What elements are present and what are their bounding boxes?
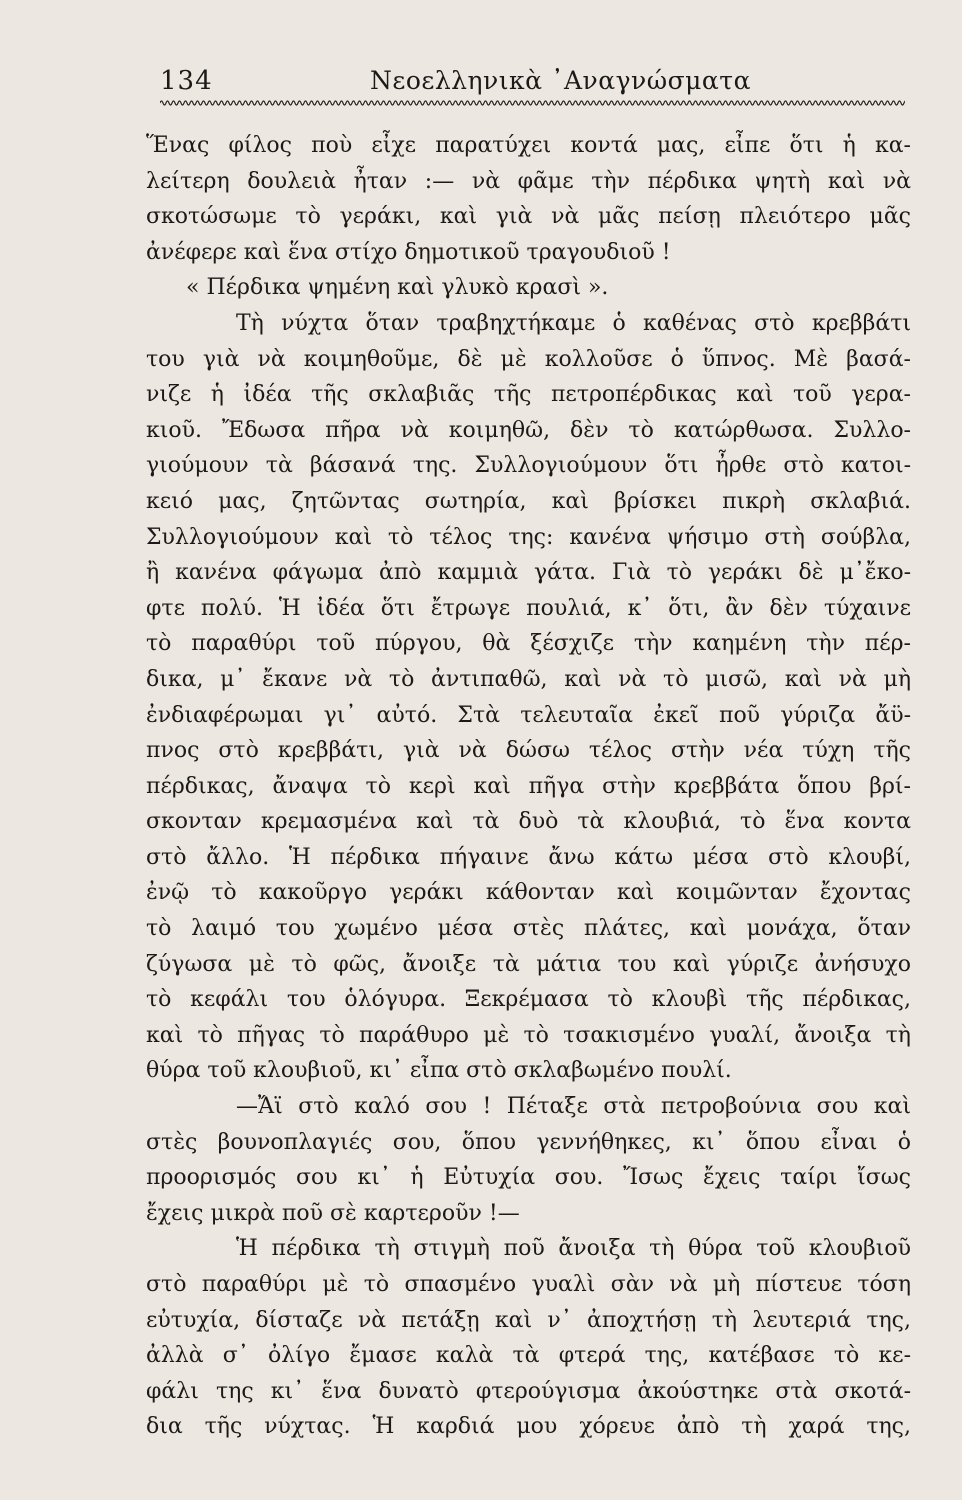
text-line-24: ζύγωσα μὲ τὸ φῶς, ἄνοιξε τὰ μάτια του καὶ γύριζε ἀνήσυχο — [146, 951, 911, 977]
text-line-23: τὸ λαιμό του χωμένο μέσα στὲς πλάτες, καὶ μονάχα, ὅταν — [146, 916, 911, 942]
text-line-2: λείτερη δουλειὰ ἦταν :— νὰ φᾶμε τὴν πέρδικα ψητὴ καὶ νὰ — [146, 168, 911, 194]
text-line-18: πνος στὸ κρεββάτι, γιὰ νὰ δώσω τέλος στὴν νέα τύχη τῆς — [146, 738, 911, 764]
text-line-37: δια τῆς νύχτας. Ἡ καρδιά μου χόρευε ἀπὸ τὴ χαρά της, — [146, 1414, 911, 1440]
text-line-9: κιοῦ. Ἔδωσα πῆρα νὰ κοιμηθῶ, δὲν τὸ κατώρθωσα. Συλλο- — [146, 417, 911, 443]
text-line-28: —Ἄϊ στὸ καλό σου ! Πέταξε στὰ πετροβούνια σου καὶ — [236, 1094, 911, 1120]
text-line-30: προορισμός σου κι᾿ ἡ Εὐτυχία σου. Ἴσως ἔχεις ταίρι ἴσως — [146, 1165, 911, 1191]
text-line-22: ἐνῷ τὸ κακοῦργο γεράκι κάθονταν καὶ κοιμῶνταν ἔχοντας — [146, 880, 911, 906]
text-line-4: ἀνέφερε καὶ ἕνα στίχο δημοτικοῦ τραγουδιοῦ ! — [146, 239, 671, 265]
text-line-32: Ἡ πέρδικα τὴ στιγμὴ ποῦ ἄνοιξα τὴ θύρα τοῦ κλουβιοῦ — [236, 1236, 911, 1262]
text-line-35: ἀλλὰ σ᾿ ὀλίγο ἔμασε καλὰ τὰ φτερά της, κατέβασε τὸ κε- — [146, 1343, 911, 1369]
text-line-8: νιζε ἡ ἰδέα τῆς σκλαβιᾶς τῆς πετροπέρδικας καὶ τοῦ γερα- — [146, 382, 911, 408]
text-line-17: ἐνδιαφέρωμαι γι᾿ αὐτό. Στὰ τελευταῖα ἐκεῖ ποῦ γύριζα ἄϋ- — [146, 702, 911, 728]
text-line-29: στὲς βουνοπλαγιές σου, ὅπου γεννήθηκες, κι᾿ ὅπου εἶναι ὁ — [146, 1129, 911, 1155]
text-line-25: τὸ κεφάλι του ὁλόγυρα. Ξεκρέμασα τὸ κλουβὶ τῆς πέρδικας, — [146, 987, 911, 1013]
text-line-7: του γιὰ νὰ κοιμηθοῦμε, δὲ μὲ κολλοῦσε ὁ ὕπνος. Μὲ βασά- — [146, 346, 911, 372]
text-line-10: γιούμουν τὰ βάσανά της. Συλλογιούμουν ὅτι ἦρθε στὸ κατοι- — [146, 453, 911, 479]
text-line-6: Τὴ νύχτα ὅταν τραβηχτήκαμε ὁ καθένας στὸ κρεββάτι — [236, 310, 911, 336]
text-line-26: καὶ τὸ πῆγας τὸ παράθυρο μὲ τὸ τσακισμένο γυαλί, ἄνοιξα τὴ — [146, 1022, 911, 1048]
page-number: 134 — [160, 66, 213, 96]
text-line-13: ἢ κανένα φάγωμα ἀπὸ καμμιὰ γάτα. Γιὰ τὸ γεράκι δὲ μ᾿ἔκο- — [146, 560, 911, 586]
verse-quote-line: « Πέρδικα ψημένη καὶ γλυκὸ κρασὶ ». — [186, 275, 609, 301]
text-line-34: εὐτυχία, δίσταζε νὰ πετάξῃ καὶ ν᾿ ἀποχτήσῃ τὴ λευτεριά της, — [146, 1307, 911, 1333]
text-line-31: ἔχεις μικρὰ ποῦ σὲ καρτεροῦν !— — [146, 1200, 520, 1226]
text-line-20: σκονταν κρεμασμένα καὶ τὰ δυὸ τὰ κλουβιά, τὸ ἕνα κοντα — [146, 809, 911, 835]
text-line-15: τὸ παραθύρι τοῦ πύργου, θὰ ξέσχιζε τὴν καημένη τὴν πέρ- — [146, 631, 911, 657]
body-text — [146, 128, 911, 1445]
text-line-16: δικα, μ᾿ ἔκανε νὰ τὸ ἀντιπαθῶ, καὶ νὰ τὸ μισῶ, καὶ νὰ μὴ — [146, 666, 911, 692]
text-line-12: Συλλογιούμουν καὶ τὸ τέλος της: κανένα ψήσιμο στὴ σούβλα, — [146, 524, 911, 550]
text-line-36: φάλι της κι᾿ ἕνα δυνατὸ φτερούγισμα ἀκούστηκε στὰ σκοτά- — [146, 1378, 911, 1404]
text-line-19: πέρδικας, ἄναψα τὸ κερὶ καὶ πῆγα στὴν κρεββάτα ὅπου βρί- — [146, 773, 911, 799]
text-line-27: θύρα τοῦ κλουβιοῦ, κι᾿ εἶπα στὸ σκλαβωμένο πουλί. — [146, 1058, 732, 1084]
text-line-21: στὸ ἄλλο. Ἡ πέρδικα πήγαινε ἄνω κάτω μέσα στὸ κλουβί, — [146, 844, 911, 870]
text-line-14: φτε πολύ. Ἡ ἰδέα ὅτι ἔτρωγε πουλιά, κ᾿ ὅτι, ἂν δὲν τύχαινε — [146, 595, 911, 621]
text-line-33: στὸ παραθύρι μὲ τὸ σπασμένο γυαλὶ σὰν νὰ μὴ πίστευε τόση — [146, 1272, 911, 1297]
text-line-3: σκοτώσωμε τὸ γεράκι, καὶ γιὰ νὰ μᾶς πείσῃ πλειότερο μᾶς — [146, 204, 911, 230]
text-line-11: κειό μας, ζητῶντας σωτηρία, καὶ βρίσκει πικρὴ σκλαβιά. — [146, 488, 911, 514]
running-title: Νεοελληνικὰ ᾿Αναγνώσματα — [370, 66, 752, 95]
text-line-1: Ἕνας φίλος ποὺ εἶχε παρατύχει κοντά μας, εἶπε ὅτι ἡ κα- — [146, 133, 911, 158]
header-wavy-rule — [160, 98, 905, 108]
